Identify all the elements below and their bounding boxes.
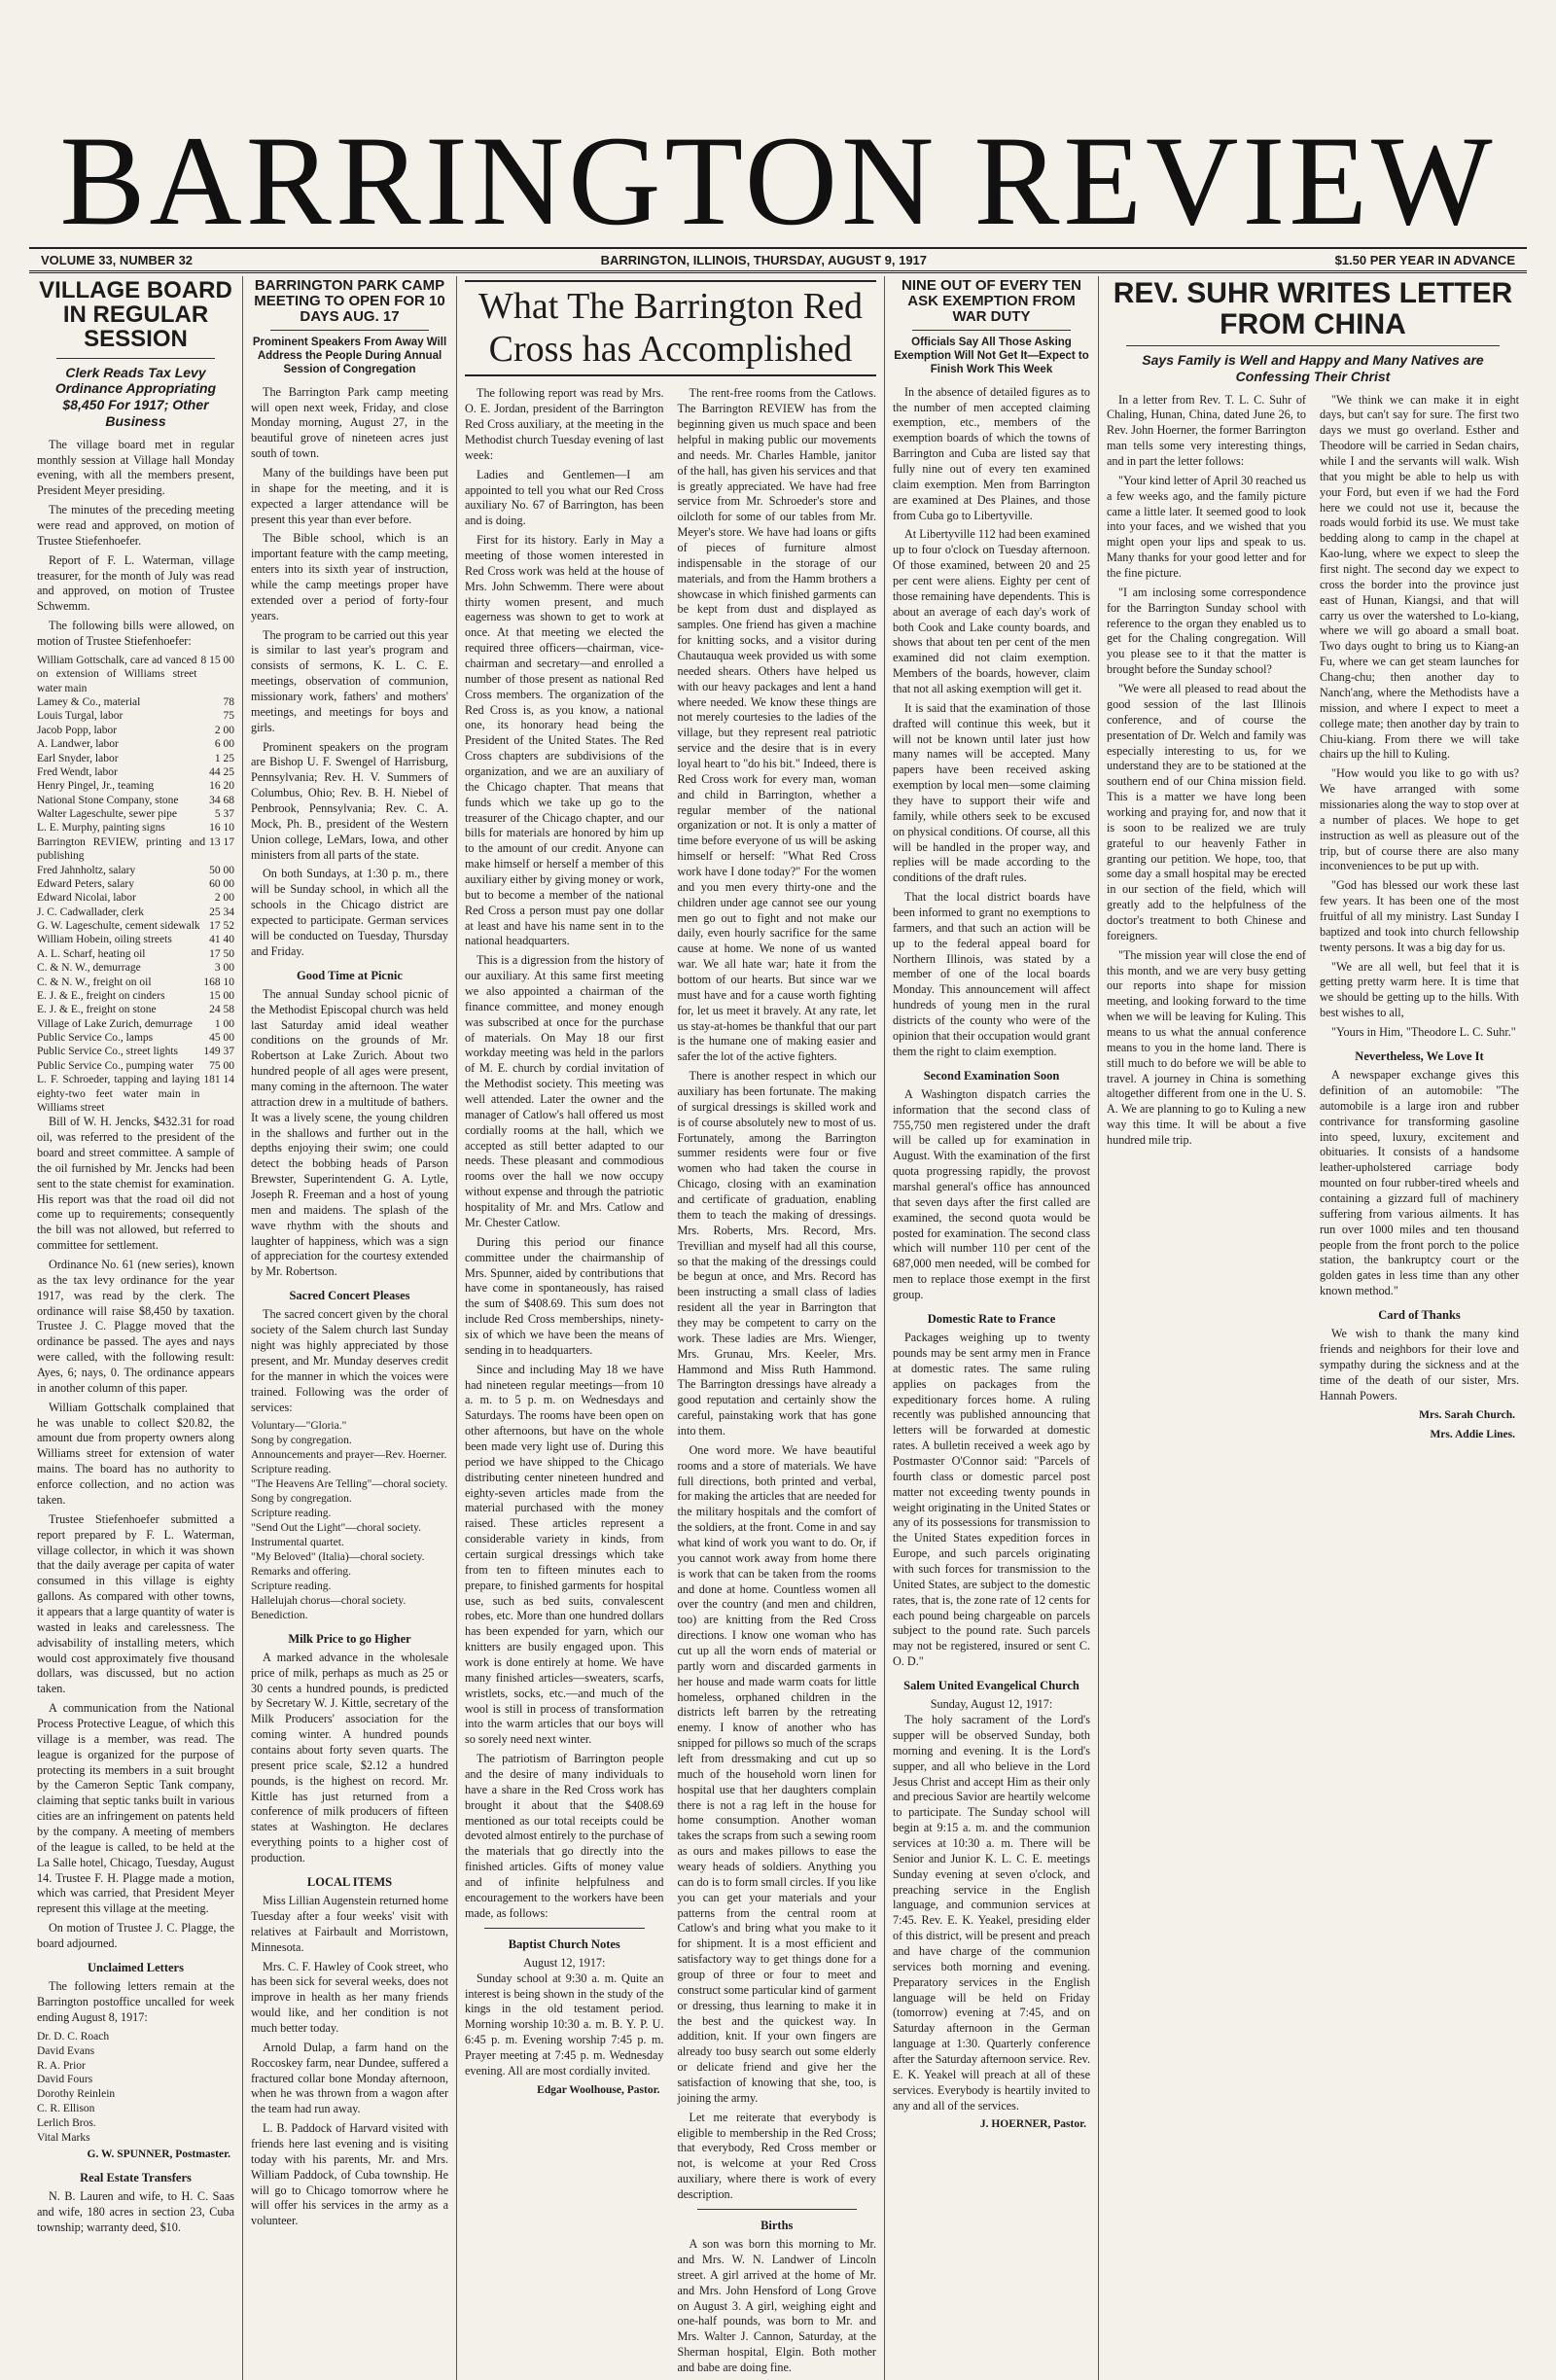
bill-payee: Edward Nicolai, labor (37, 892, 136, 905)
salem-pastor-signature: J. HOERNER, Pastor. (979, 2118, 1086, 2131)
bill-row (37, 835, 234, 864)
article-paragraph: The annual Sunday school picnic of the Methodist Episcopal church was held last Saturday amid ideal weather conditions on the grounds of Mr. Robertson at Lake Zurich. About two hundred people of all ages were present, many coming in the afternoon. The water attraction drew in a multitude of bathers. It was a lively scene, the young children in the shallows and further out in the depths enjoying their swim; one could detect the bobbing heads of Parson Brewster, Superintendent G. A. Lytle, Joseph R. Freeman and a host of young men and maidens. The splash of the wave rhythm with the shouts and laughter of happiness, which was a sign of appreciation for the courtesy extended by Mr. Robertson. (251, 986, 448, 1279)
bill-payee: Jacob Popp, labor (37, 724, 118, 736)
bill-payee: Fred Wendt, labor (37, 765, 118, 778)
article-paragraph: The following letters remain at the Barrington postoffice uncalled for week ending August 8, 1917: (37, 1979, 234, 2024)
bill-payee: L. E. Murphy, painting signs (37, 822, 165, 835)
bill-row (37, 961, 234, 975)
unclaimed-letter-name: David Fours (37, 2074, 93, 2086)
article-paragraph: Sunday school at 9:30 a. m. Quite an interest is being shown in the study of the kings in the old testament period. Morning worship 10:30 a. m. B. Y. P. U. 6:45 p. m. Evening worship 7:45 p. m. Prayer meeting at 7:45 p. m. Wednesday evening. All are most cordially invited. (465, 1971, 664, 2078)
article-paragraph: A son was born this morning to Mr. and Mrs. W. N. Landwer of Lincoln street. A girl arrived at the home of Mr. and Mrs. John Hensford of Long Grove on August 3. A girl, weighing eight and one-half pounds, was born to Mr. and Mrs. Walter J. Cannon, Saturday, at the Sherman hospital, Elgin. Both mother and babe are doing fine. (677, 2237, 876, 2375)
article-paragraph: The Barrington Park camp meeting will open next week, Friday, and close Monday morning, August 27, in the beautiful grove of nineteen acres just south of town. (251, 384, 448, 461)
bill-payee: Walter Lageschulte, sewer pipe (37, 808, 178, 821)
exemption-deck: Officials Say All Those Asking Exemption Will Not Get It—Expect to Finish Work This Week (894, 337, 1089, 375)
article-paragraph: A newspaper exchange gives this definition of an automobile: "The automobile is a large iron and rubber contrivance for transforming gasoline into speed, luxury, excitement and obituaries. It consists of a handsome leather-upholstered carriage body mounted on four rubber-tired wheels and containing a gizzard full of machinery suffering from various ailments. It has run over 1000 miles and ten thousand people from the front porch to the police station, the bankruptcy court or the golden gates in less time than any other known method." (1320, 1068, 1519, 1298)
bill-payee: Louis Turgal, labor (37, 710, 124, 723)
article-paragraph: "I am inclosing some correspondence for the Barrington Sunday school with reference to the organ they enabled us to get for the Chaling congregation. Will you please see to it that the matter is brought before the Sunday school? (1107, 585, 1306, 677)
program-item: "My Beloved" (Italia)—choral society. (251, 1550, 425, 1563)
bill-row (37, 919, 234, 933)
article-paragraph: "The mission year will close the end of this month, and we are very busy getting our reports into shape for mission meeting, and looking forward to the time when we will be leaving for Kuling. This means to us what the annual conference means to you in the home land. There is still much to do before we will be able to travel. A journey in China is something altogether different from one in the U. S. A. We are planning to go to Kuling a new way this time. It will be about a five hundred mile trip. (1107, 947, 1306, 1147)
program-item: "The Heavens Are Telling"—choral society. (251, 1478, 448, 1491)
article-paragraph: The village board met in regular monthly session at Village hall Monday evening, with all the members present, President Meyer presiding. (37, 437, 234, 498)
article-paragraph: On both Sundays, at 1:30 p. m., there will be Sunday school, in which all the schools in the Chicago district are expected to participate. German services will be conducted on Tuesday, Thursday and Friday. (251, 867, 448, 958)
program-item: Voluntary—"Gloria." (251, 1420, 347, 1433)
article-paragraph: The Bible school, which is an important feature with the camp meeting, enters into its sixth year of instruction, while the camp meetings proper have extended over a period of forty-four years. (251, 531, 448, 622)
bill-amount: 41 40 (209, 934, 234, 946)
article-paragraph: It is said that the examination of those drafted will continue this week, but it will not be known until later just how many names will be accepted. Many papers have been received asking exemption by local men—some claiming they have to support their wife and family, while others seek to be excused on physical conditions. Of course, all this will be handled in the proper way, and replies will be made according to the conditions of the draft rules. (893, 700, 1090, 885)
camp-meeting-headline: BARRINGTON PARK CAMP MEETING TO OPEN FOR 10 DAYS AUG. 17 (254, 277, 445, 325)
bill-payee: E. J. & E., freight on cinders (37, 989, 165, 1002)
bill-payee: Fred Jahnholtz, salary (37, 864, 136, 876)
bill-amount: 17 52 (209, 920, 234, 933)
bill-row (37, 906, 234, 919)
bill-payee: Lamey & Co., material (37, 696, 141, 709)
unclaimed-letter-name: C. R. Ellison (37, 2103, 95, 2115)
bill-amount: 44 25 (209, 765, 234, 778)
suhr-body (1107, 393, 1519, 1449)
bill-row (37, 752, 234, 765)
bill-row (37, 864, 234, 877)
red-cross-headline: What The Barrington Red Cross has Accomplished (465, 280, 876, 376)
article-paragraph: In the absence of detailed figures as to the number of men accepted claiming exemption, etc., members of the exemption boards of which the towns of Barrington and Cuba are listed say that fully nine out of every ten examined claim exemption. Men from Barrington are examined at Des Plaines, and those from Cuba go to Libertyville. (893, 384, 1090, 522)
program-item: Scripture reading. (251, 1464, 332, 1476)
article-paragraph: Since and including May 18 we have had nineteen regular meetings—from 10 a. m. to 5 p. m. on Wednesdays and Saturdays. The rooms have been open on other afternoons, but have on the whole been made very light use of. During this period we have shipped to the Chicago distributing center nineteen hundred and eighty-seven articles made from the material purchased with the money raised. These articles represent a considerable variety in kinds, from certain surgical dressings which take from ten to fifteen minutes each to prepare, to finished garments for hospital use, such as bed suits, convalescent robes, etc. More than one hundred dollars has been expended for yarn, which our knitters are busily engaged upon. This work is done entirely at home. We have many finished articles—sweaters, scarfs, wristlets, socks, etc.—and much of the wool is still in process of transformation into the warm articles that our boys will so sorely need next winter. (465, 1362, 664, 1747)
bill-row (37, 976, 234, 989)
place-date: BARRINGTON, ILLINOIS, THURSDAY, AUGUST 9, 1917 (600, 252, 928, 267)
card-of-thanks-heading: Card of Thanks (1378, 1307, 1461, 1322)
bill-row (37, 654, 234, 695)
bill-amount: 25 34 (209, 906, 234, 918)
thanks-signature-2: Mrs. Addie Lines. (1430, 1429, 1515, 1441)
unclaimed-letter-name: David Evans (37, 2044, 95, 2057)
unclaimed-letter-name: Dorothy Reinlein (37, 2088, 116, 2101)
article-paragraph: "Your kind letter of April 30 reached us a few weeks ago, and the family picture came a little later. It seemed good to look into your faces, and we wished that you might open your lips and speak to us. Many thanks for your good letter and for the fine picture. (1107, 473, 1306, 581)
picnic-heading: Good Time at Picnic (297, 968, 403, 982)
article-paragraph: "God has blessed our work these last few years. It has been one of the most fruitful of all my ministry. Last Sunday I baptized and took into church fellowship twenty persons. It was a big day for us. (1320, 878, 1519, 954)
article-paragraph: The holy sacrament of the Lord's supper will be observed Sunday, both morning and evening. It is the Lord's supper, and all who believe in the Lord Jesus Christ and accept Him as their only and precious Savior are heartily welcome to participate. The Sunday school will begin at 9:15 a. m. and the communion services at 10:30 a. m. There will be Senior and Junior K. L. C. E. meetings Sunday evening at seven o'clock, and preaching service in the English language, and communion services at 7:45. Rev. E. K. Yeakel, presiding elder of this district, will be present and preach and have charge of the communion services both morning and evening. Preparatory services in the English language will be held on Friday (tomorrow) evening at 7:45, and on Saturday afternoon in the German language at 1:30. Quarterly conference after the Saturday afternoon service. Rev. E. K. Yeakel will preach at all of these services. Everybody is heartily invited to any and all of the services. (893, 1713, 1090, 2113)
bill-amount: 1 25 (214, 752, 234, 764)
bill-list (37, 654, 234, 1115)
article-paragraph: The sacred concert given by the choral society of the Salem church last Sunday night was highly appreciated by those present, and Mr. Munday deserves credit for the manner in which the voices were trained. Following was the order of services: (251, 1307, 448, 1414)
article-paragraph: The following report was read by Mrs. O. E. Jordan, president of the Barrington Red Cross auxiliary, at the meeting in the Methodist church Tuesday evening of last week: (465, 386, 664, 462)
article-paragraph: At Libertyville 112 had been examined up to four o'clock on Tuesday afternoon. Of those examined, between 20 and 25 per cent were aliens. Eighty per cent of those remaining have dependents. This is about an average of each day's work of both Cook and Lake county boards, and shows that about ten per cent of the men examined did not claim exemption. Members of the boards, however, claim that not all asking exemption will get it. (893, 527, 1090, 695)
red-cross-right-column (678, 386, 877, 2380)
bill-amount: 50 00 (209, 864, 234, 876)
bill-payee: Earl Snyder, labor (37, 752, 119, 764)
bill-amount: 45 00 (209, 1032, 234, 1045)
bill-row (37, 821, 234, 835)
bill-amount: 149 37 (203, 1046, 234, 1058)
program-item: Benediction. (251, 1609, 308, 1621)
bill-amount: 78 (223, 696, 234, 709)
village-board-deck: Clerk Reads Tax Levy Ordinance Appropriating $8,450 For 1917; Other Business (54, 364, 217, 429)
baptist-notes-date: August 12, 1917: (523, 1955, 606, 1970)
program-item: Hallelujah chorus—choral society. (251, 1594, 407, 1607)
article-paragraph: There is another respect in which our auxiliary has been fortunate. The making of surgical dressings is skilled work and is of course absolutely new to most of us. Fortunately, among the Barrington summer residents were four or five women who had taken the course in Chicago, closing with an examination and certificate of graduation, enabling them to teach the making of dressings. Mrs. Roberts, Mrs. Record, Mrs. Trevillian and myself had all this course, so that the making of the dressings could be begun at once, and Mrs. Record has been instructing a small class of ladies resident all the year in Barrington that they may be competent to carry on the work. These ladies are Mrs. Wienger, Mrs. Grunau, Mrs. Keeler, Mrs. Hammond and Miss Ruth Hammond. The Barrington dressings have already a good reputation and certainly show the careful, painstaking work that has gone into them. (677, 1069, 876, 1438)
exemption-headline: NINE OUT OF EVERY TEN ASK EXEMPTION FROM WAR DUTY (901, 277, 1082, 325)
article-paragraph: That the local district boards have been informed to grant no exemptions to farmers, and that such an action will be up to the federal appeal board for Northern Illinois, was stated by a member of one of the local boards Monday. This announcement will affect hundreds of young men in the rural districts of the county who were of the opinion that their occupation would grant them the right to claim exemption. (893, 890, 1090, 1058)
bill-row (37, 709, 234, 723)
suhr-deck: Says Family is Well and Happy and Many Natives are Confessing Their Christ (1142, 352, 1484, 384)
article-paragraph: During this period our finance committee under the chairmanship of Mrs. Spunner, aided by contributions that have come in spontaneously, has raised the sum of $408.69. This sum does not include Red Cross memberships, ninety-six of which we have been the means of sending in to headquarters. (465, 1234, 664, 1357)
baptist-notes-heading: Baptist Church Notes (508, 1936, 620, 1951)
bill-payee: C. & N. W., demurrage (37, 962, 141, 975)
article-paragraph: "Yours in Him, "Theodore L. C. Suhr." (1331, 1024, 1516, 1039)
bill-payee: Public Service Co., pumping water (37, 1059, 194, 1072)
bill-payee: J. C. Cadwallader, clerk (37, 906, 145, 918)
article-paragraph: Ladies and Gentlemen—I am appointed to tell you what our Red Cross auxiliary No. 67 of Barrington, has been and is doing. (465, 467, 664, 528)
article-paragraph: "How would you like to go with us? We have arranged with some missionaries along the way to stop over at a number of places. We hope to get instruction as well as pleasure out of the trip, but of course there are also many inconveniences to be put up with. (1320, 766, 1519, 873)
bill-amount: 3 00 (214, 962, 234, 975)
bill-row (37, 933, 234, 946)
bill-amount: 13 17 (209, 835, 234, 848)
unclaimed-letter-name: Lerlich Bros. (37, 2117, 96, 2130)
article-paragraph: Trustee Stiefenhoefer submitted a report prepared by F. L. Waterman, village collector, in which it was shown that the daily average per capita of water consumed in this village is eighty gallons. As compared with other towns, it appears that a large quantity of water is wasted in leaks and carelessness. The advisability of installing meters, which would cost approximately five thousand dollars, was discussed, but no action taken. (37, 1511, 234, 1696)
bill-amount: 75 (223, 710, 234, 723)
bill-payee: Public Service Co., lamps (37, 1032, 154, 1045)
bill-payee: National Stone Company, stone (37, 794, 179, 806)
bill-payee: E. J. & E., freight on stone (37, 1004, 157, 1016)
bill-row (37, 1003, 234, 1016)
article-paragraph: Miss Lillian Augenstein returned home Tuesday after a four weeks' visit with relatives at Fairbault and Morristown, Minnesota. (251, 1894, 448, 1954)
suhr-left-column (1107, 393, 1306, 1449)
article-paragraph: Let me reiterate that everybody is eligible to membership in the Red Cross; that everybody, Red Cross member or not, is welcome at your Red Cross auxiliary, where there is work of every description. (677, 2110, 876, 2202)
salem-church-heading: Salem United Evangelical Church (903, 1679, 1079, 1693)
masthead: BARRINGTON REVIEW (59, 109, 1497, 252)
local-items-heading: LOCAL ITEMS (306, 1874, 393, 1889)
article-paragraph: Prominent speakers on the program are Bishop U. F. Swengel of Harrisburg, Pennsylvania; Rev. H. V. Summers of Columbus, Ohio; Rev. B. H. Niebel of Penbrook, Pennsylvania; Rev. C. A. Mock, Ph. B., president of the Western Union college, LeMars, Iowa, and other ministers from all parts of the state. (251, 739, 448, 862)
bill-row (37, 1059, 234, 1073)
bill-payee: G. W. Lageschulte, cement sidewalk (37, 920, 200, 933)
article-paragraph: The program to be carried out this year is similar to last year's program and consists of sermons, K. L. C. E. meetings, observation of communion, missionary work, fathers' and mothers' meetings, and meetings for boys and girls. (251, 627, 448, 734)
unclaimed-letter-name: Dr. D. C. Roach (37, 2030, 110, 2043)
article-paragraph: First for its history. Early in May a meeting of those women interested in Red Cross work was held at the house of Mrs. John Schwemm. There were about thirty women present, and much eagerness was shown to get to work at once. At that meeting we elected the required three officers—chairman, vice-chairman and secretary—and enrolled a number of those present as national Red Cross members. The organization of the Red Cross is, as you know, a national one, its honorary head being the President of the United States. The Red Cross chapters are subdivisions of the organization, and we are an auxiliary of the Chicago chapter. That means that funds which we take up go to the treasurer of the Chicago chapter, and our bills for materials are honored by him up to the amount of our credit. Anyone can make himself or herself a member of this auxiliary either by giving money or work, but to become a member of the national Red Cross a person must pay one dollar at least and have his name sent in to the national headquarters. (465, 533, 664, 948)
bill-amount: 17 50 (209, 947, 234, 960)
bill-row (37, 877, 234, 891)
article-paragraph: A communication from the National Process Protective League, of which this village is a member, was read. The league is organized for the purpose of protecting its members in a suit brought by the Cameron Septic Tank company, claiming that septic tanks built in various cities are an infringement on patents held by the company. A meeting of members of the league is called, to be held at the La Salle hotel, Chicago, Tuesday, August 14. Trustee F. H. Plagge made a motion, which was carried, that President Meyer represent this village at the meeting. (37, 1701, 234, 1916)
program-item: Scripture reading. (251, 1580, 332, 1592)
bill-row (37, 794, 234, 807)
program-item: Song by congregation. (251, 1435, 352, 1447)
bill-payee: Village of Lake Zurich, demurrage (37, 1017, 193, 1030)
bill-amount: 5 37 (214, 808, 234, 821)
bill-payee: William Hobein, oiling streets (37, 934, 172, 946)
bill-row (37, 807, 234, 821)
bill-row (37, 1073, 234, 1115)
bill-amount: 16 20 (209, 780, 234, 793)
bill-payee: L. F. Schroeder, tapping and laying eighty-two feet water main in Williams street (37, 1074, 200, 1114)
bill-payee: Public Service Co., street lights (37, 1046, 179, 1058)
bill-amount: 24 58 (209, 1004, 234, 1016)
article-paragraph: In a letter from Rev. T. L. C. Suhr of Chaling, Hunan, China, dated June 26, to Rev. John Hoerner, the former Barrington man tells some very interesting things, and in part the letter follows: (1107, 392, 1306, 469)
article-paragraph: This is a digression from the history of our auxiliary. At this same first meeting we also appointed a chairman of the finance committee, and money enough was subscribed at once for the purchase of materials. On May 18 our first workday meeting was held in the parlors of M. E. church by cordial invitation of the Methodist society. This meeting was well attended. Later the owner and the manager of Catlow's hall offered us most cordially rooms at the hall, which we accepted as still better adapted to our needs. These pleasant and commodious rooms over the hall we now occupy without expense and through the patriotic hospitality of Mr. and Mrs. Catlow and Mr. Chester Catlow. (465, 953, 664, 1229)
article-paragraph: A marked advance in the wholesale price of milk, perhaps as much as 25 or 30 cents a hundred pounds, is predicted by Secretary W. J. Kittle, secretary of the Milk Producers' association for the coming winter. A hundred pounds contains about forty seven quarts. The present price scale, $2.12 a hundred pounds, is the highest on record. Mr. Kittle has just returned from a conference of milk producers of fifteen states at Washington. He declares everything points to a higher cost of production. (251, 1650, 448, 1865)
article-paragraph: One word more. We have beautiful rooms and a store of materials. We have full directions, both printed and verbal, for making the articles that are needed for the military hospitals and the comfort of the soldiers, at the front. Come in and say what kind of work you want to do. Or, if you cannot work away from home there is work that can be taken from the rooms and done at home. Countless women all over the country (and men and children, too) are knitting from the Red Cross directions. I know one woman who has cut up all the worn ends of material or partly worn and discarded garments in her house and made warm coats for little homeless, orphaned children in the districts left barren by the retreating enemy. I know of another who has snipped for pillows so much of the scraps left from dressmaking and cut up so much of the household worn linen for hospital use that her daughters complain there is not a rag left in the house for home consumption. Another woman takes the scraps from such a sewing room as ours and makes pillows to ease the weary heads of soldiers. Anything you can do is to form small circles. If you like you can get your materials and your patterns from the central room at Catlow's and bring what you make to it for shipment. It is a most efficient and satisfactory way to get things done for a group of three or four to meet and construct some particular kind of garment or dressing, thus learning to make it in the best and the quickest way. In addition, knit. If your own fingers are already too busy search out some elderly or delicate friend and give her the satisfaction of knowing that she, too, is joining the army. (677, 1442, 876, 2105)
bill-row (37, 989, 234, 1003)
suhr-headline: REV. SUHR WRITES LETTER FROM CHINA (1113, 277, 1513, 340)
article-paragraph: Ordinance No. 61 (new series), known as the tax levy ordinance for the year 1917, was read by the clerk. The ordinance will raise $8,450 by taxation. Trustee J. C. Plagge moved that the ordinance be passed. The ayes and nays were called, with the following result: Ayes, 6; nays, 0. The ordinance appears in another column of this paper. (37, 1258, 234, 1395)
bill-row (37, 1045, 234, 1058)
bill-row (37, 1017, 234, 1031)
article-paragraph: On motion of Trustee J. C. Plagge, the board adjourned. (37, 1921, 234, 1950)
bill-amount: 6 00 (214, 738, 234, 751)
article-paragraph: Report of F. L. Waterman, village treasurer, for the month of July was read and approved, on motion of Trustee Schwemm. (37, 552, 234, 614)
article-paragraph: The minutes of the preceding meeting were read and approved, on motion of Trustee Stiefenhoefer. (37, 503, 234, 548)
bill-amount: 34 68 (209, 794, 234, 806)
article-paragraph: "We were all pleased to read about the good session of the last Illinois conference, and of course the presentation of Dr. Welch and family was especially interesting to us, for we understand they are to be stationed at the southern end of our China mission field. This is a matter we have long been working and praying for, and now that it is soon to be realized we are truly grateful to our heavenly Father in granting our petition. We hope, too, that some day a small hospital may be erected in our section of the field, which will greatly add to the helpfulness of the doctor's treatment to both Chinese and foreigners. (1107, 682, 1306, 942)
article-paragraph: The rent-free rooms from the Catlows. The Barrington REVIEW has from the beginning given us much space and been helpful in making public our movements and needs. Mr. Charles Hamble, janitor of the hall, has given his services and that is greatly appreciated. We have had free service from Mr. Schroeder's store and oilcloth for some of our tables from Mr. Meyer's store. We have had loans or gifts of pieces of furniture almost indispensable in the storage of our materials, and from the Hamm brothers a showcase in which finished garments can be kept from dust and displayed as samples. One friend has given a machine for knitting socks, and a visitor during Chautauqua week provided us with some needed shears. Others have helped us with our heavy packages and lent a hand where needed. We know these things are not merely courtesies to the ladies of the village, but they represent real patriotic service and the desire that is in every loyal heart to "do his bit." Indeed, there is Red Cross work for every man, woman and child in Barrington, whether a regular member of the national organization or not. It is only a matter of time before everyone of us will be asking himself or herself: "What Red Cross work have I done today?" For the women and you men every thirty-one and the children under age cannot see our young men go out to fight and not make our daily, even hourly sacrifice for the same cause at home. We none of us wanted war. We all hate war; hate it from the bottom of our hearts. But since war we must have and for a cause worth fighting for, let us meet it bravely. At any rate, let us stay-at-homes be thankful that our part is the humane one of making easier and safer the lot of the active fighters. (677, 386, 876, 1064)
concert-program-list (251, 1419, 448, 1622)
sacred-concert-heading: Sacred Concert Pleases (289, 1289, 410, 1303)
salem-church-date: Sunday, August 12, 1917: (930, 1697, 1053, 1712)
bill-payee: Edward Peters, salary (37, 877, 134, 890)
unclaimed-letter-name: Vital Marks (37, 2132, 90, 2145)
program-item: Instrumental quartet. (251, 1536, 344, 1548)
bill-amount: 2 00 (214, 892, 234, 905)
bill-payee: Barrington REVIEW, printing and publishing (37, 835, 206, 863)
program-item: "Send Out the Light"—choral society. (251, 1521, 422, 1534)
article-paragraph: "We are all well, but feel that it is getting pretty warm here. It is time that we should be getting up to the hills. With best wishes to all, (1320, 959, 1519, 1020)
unclaimed-letters-heading: Unclaimed Letters (88, 1960, 184, 1974)
domestic-rate-heading: Domestic Rate to France (927, 1311, 1056, 1326)
volume-number: VOLUME 33, NUMBER 32 (41, 252, 194, 267)
program-item: Remarks and offering. (251, 1565, 351, 1578)
article-paragraph: Bill of W. H. Jencks, $432.31 for road oil, was referred to the president of the board and street committee. A sample of the oil furnished by Mr. Jencks had been sent to the state chemist for examination. His report was that the road oil did not come up to requirements; consequently the bill was not allowed, but referred to committee for settlement. (37, 1115, 234, 1253)
article-paragraph: William Gottschalk complained that he was unable to collect $20.82, the amount due from property owners along Williams street for extension of water mains. The board has no authority to enforce collection, and no action was taken. (37, 1400, 234, 1507)
bill-amount: 75 00 (209, 1059, 234, 1072)
article-paragraph: N. B. Lauren and wife, to H. C. Saas and wife, 180 acres in section 23, Cuba township; warranty deed, $10. (37, 2189, 234, 2235)
bill-amount: 181 14 (203, 1074, 234, 1086)
article-paragraph: The following bills were allowed, on motion of Trustee Stiefenhoefer: (37, 619, 234, 649)
article-paragraph: Mrs. C. F. Hawley of Cook street, who has been sick for several weeks, does not improve in health as her many friends would like, and her condition is not much better today. (251, 1959, 448, 2035)
suhr-right-column (1320, 393, 1519, 1449)
bill-payee: C. & N. W., freight on oil (37, 976, 152, 988)
red-cross-left-column (465, 386, 664, 2380)
article-paragraph: The patriotism of Barrington people and the desire of many individuals to have a share in the Red Cross work has brought it about that the $408.69 mentioned as our total receipts could be devoted almost entirely to the purchase of the materials that go directly into the finished articles. Gifts of money value and of infinite helpfulness and encouragement to the workers have been made, as follows: (465, 1752, 664, 1920)
bill-row (37, 891, 234, 905)
article-paragraph: A Washington dispatch carries the information that the second class of 755,750 men registered under the draft will be called up for examination in August. With the examination of the first quota progressing rapidly, the provost marshal general's office has announced that seven days after the first called are examined, the second quota would be posted for examination. The second class which will number 110 per cent of the 687,000 men needed, will be combed for men to replace those exempt in the first group. (893, 1086, 1090, 1302)
births-heading: Births (760, 2218, 794, 2232)
column-red-cross (457, 276, 885, 2380)
thanks-signature-1: Mrs. Sarah Church. (1419, 1408, 1515, 1421)
camp-meeting-deck: Prominent Speakers From Away Will Address the People During Annual Session of Congregation (252, 337, 447, 375)
bill-amount: 60 00 (209, 877, 234, 890)
bill-row (37, 724, 234, 737)
article-paragraph: We wish to thank the many kind friends and neighbors for their love and sympathy during the sickness and at the time of the death of our sister, Mrs. Hannah Powers. (1320, 1327, 1519, 1403)
column-village-board (29, 276, 243, 2380)
red-cross-body (465, 386, 876, 2380)
second-examination-heading: Second Examination Soon (923, 1068, 1060, 1083)
column-camp-meeting (243, 276, 457, 2380)
bill-amount: 16 10 (209, 822, 234, 835)
article-paragraph: Many of the buildings have been put in shape for the meeting, and it is expected a larger attendance will be present this year than ever before. (251, 465, 448, 526)
program-item: Song by congregation. (251, 1493, 352, 1506)
bill-row (37, 779, 234, 793)
bill-payee: Henry Pingel, Jr., teaming (37, 780, 155, 793)
bill-amount: 1 00 (214, 1017, 234, 1030)
bill-amount: 15 00 (209, 989, 234, 1002)
program-item: Scripture reading. (251, 1508, 332, 1520)
bill-payee: A. L. Scharf, heating oil (37, 947, 146, 960)
column-exemption (885, 276, 1099, 2380)
article-paragraph: L. B. Paddock of Harvard visited with friends here last evening and is visiting today with his parents, Mr. and Mrs. William Paddock, of Cuba township. He will go to Chicago tomorrow where he will offer his services in the army as a volunteer. (251, 2121, 448, 2228)
village-board-headline: VILLAGE BOARD IN REGULAR SESSION (39, 277, 232, 353)
bill-row (37, 1031, 234, 1045)
bill-row (37, 737, 234, 751)
love-it-heading: Nevertheless, We Love It (1355, 1048, 1484, 1063)
bill-payee: William Gottschalk, care ad vanced on extension of Williams street water main (37, 654, 197, 694)
article-paragraph: Packages weighing up to twenty pounds may be sent army men in France at domestic rates. The same ruling applies on packages from the expeditionary forces home. A ruling recently was published announcing that letters will be forwarded at domestic rates. A bulletin received a week ago by Postmaster O'Connor said: "Parcels of fourth class or domestic parcel post matter not exceeding twenty pounds in weight originating in the United States or any of its possessions for transmission to the United States expedition forces in Europe, and such parcels originating with such forces for transmission to the United States, are subject to the domestic rates, that is, the zone rate of 12 cents for each pound being chargeable on parcels subject to the pound rate. Such parcels may not be registered, insured or sent C. O. D." (893, 1331, 1090, 1669)
bill-amount: 8 15 00 (200, 654, 234, 666)
article-paragraph: "We think we can make it in eight days, but can't say for sure. The first two days we must go overland. Esther and Theodore will be carried in Sedan chairs, while I and the servants will walk. Wish that you might be able to help us with your Ford, but even if we had the Ford here we could not use it, because the roads would forbid its use. We must take bedding along to camp in the chapel at Kao-lung, where we expect to sleep the first night. The second day we expect to cross the border into the province just east of Hunan, Kiangsi, and that will carry us over the watershed to Lo-kiang, where we will go aboard a small boat. Two days ought to bring us to Kiang-an Fu, where we can get steam launches for Chang-chu; then another day to Nanch'ang, where the Methodists have a mission, and where I expect to meet a college mate; then another day by train to Chiu-kiang. From there we will take chairs up the hill to Kuling. (1320, 392, 1519, 762)
real-estate-heading: Real Estate Transfers (80, 2171, 192, 2185)
milk-price-heading: Milk Price to go Higher (288, 1631, 411, 1646)
postmaster-signature: G. W. SPUNNER, Postmaster. (87, 2149, 230, 2161)
subscription-price: $1.50 PER YEAR IN ADVANCE (1334, 252, 1515, 267)
program-item: Announcements and prayer—Rev. Hoerner. (251, 1449, 447, 1462)
bill-row (37, 947, 234, 961)
column-suhr-letter (1099, 276, 1527, 2380)
newspaper-page (29, 21, 1527, 2375)
bill-payee: A. Landwer, labor (37, 738, 119, 751)
unclaimed-letter-name: R. A. Prior (37, 2059, 86, 2072)
article-paragraph: Arnold Dulap, a farm hand on the Roccoskey farm, near Dundee, suffered a fractured collar bone Monday afternoon, when he was thrown from a wagon after the team had run away. (251, 2040, 448, 2116)
bill-amount: 168 10 (203, 976, 234, 988)
article-columns (29, 276, 1527, 2375)
baptist-pastor-signature: Edgar Woolhouse, Pastor. (537, 2083, 660, 2096)
unclaimed-letter-list (37, 2030, 234, 2147)
bill-row (37, 695, 234, 709)
bill-amount: 2 00 (214, 724, 234, 736)
bill-row (37, 765, 234, 779)
